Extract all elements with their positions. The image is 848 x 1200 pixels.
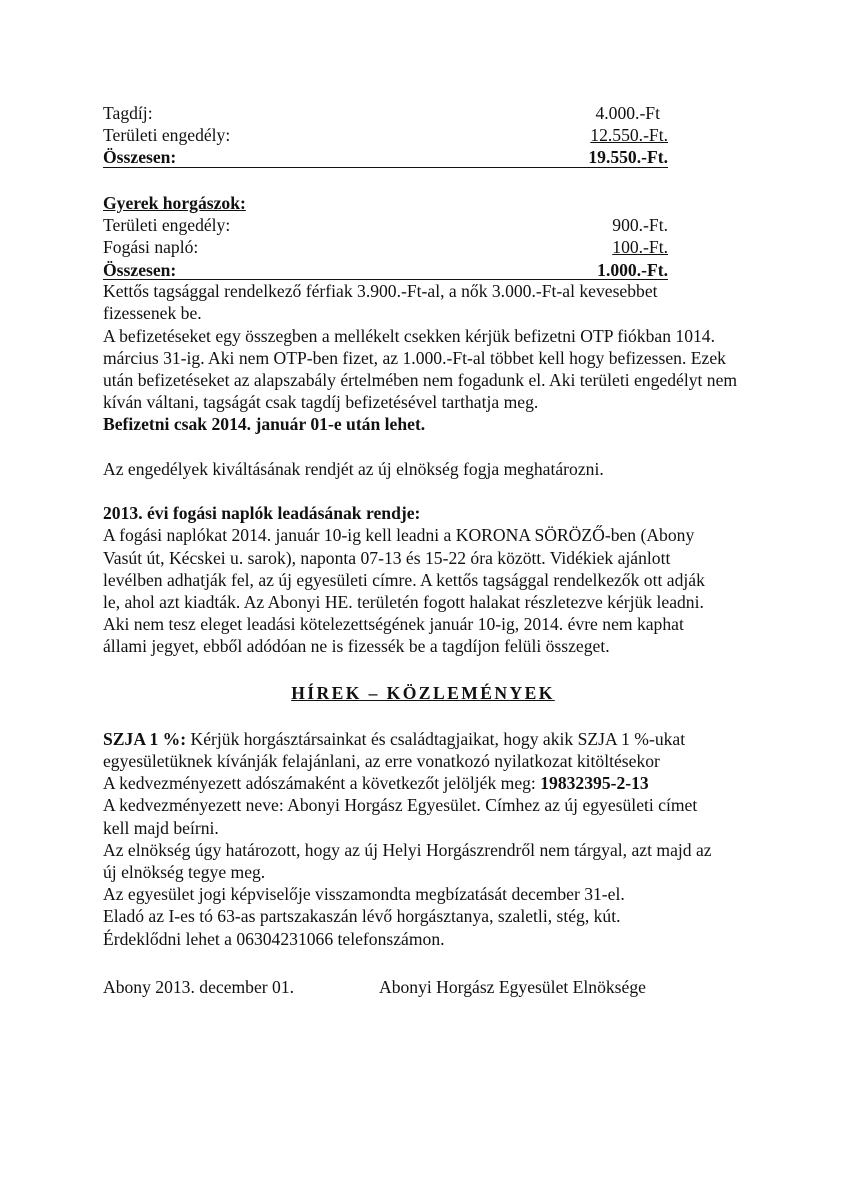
sale-notice: Eladó az I-es tó 63-as partszakaszán lévő horgásztanya, szaletli, stég, kút. [103, 906, 621, 927]
fee-value: 12.550.-Ft. [590, 125, 668, 146]
fee-value: 4.000.-Ft [595, 103, 660, 123]
fee-label: Területi engedély: [103, 215, 231, 236]
child-fee-row-naplo [103, 236, 668, 258]
fee-value: 100.-Ft. [612, 237, 668, 258]
total-label: Összesen: [103, 259, 177, 280]
szja-label: SZJA 1 %: [103, 728, 187, 749]
fee-label: Területi engedély: [103, 125, 231, 146]
total-label: Összesen: [103, 147, 177, 168]
news-heading: HÍREK – KÖZLEMÉNYEK [291, 682, 555, 703]
fee-value: 900.-Ft. [612, 215, 668, 236]
fee-total-adult [103, 146, 668, 168]
tax-number-line [103, 772, 743, 794]
payment-date-note: Befizetni csak 2014. január 01-e után lehet. [103, 414, 426, 435]
child-fees-title: Gyerek horgászok: [103, 192, 246, 213]
board-decision: Az elnökség úgy határozott, hogy az új Helyi Horgászrendről nem tárgyal, azt majd az új elnökség tegye meg. [103, 839, 712, 882]
szja-text: Kérjük horgásztársainkat és családtagjaikat, hogy akik SZJA 1 %-ukat egyesületüknek kívánják felajánlani, az erre vonatkozó nyilatkozat kitöltésekor [103, 728, 686, 771]
naplo-title: 2013. évi fogási naplók leadásának rendje: [103, 503, 421, 524]
info-paragraph-1: Kettős tagsággal rendelkező férfiak 3.900.-Ft-al, a nők 3.000.-Ft-al kevesebbet fizessenek be. [103, 281, 658, 324]
szja-paragraph [103, 728, 728, 772]
fee-label: Tagdíj: [103, 103, 153, 123]
signature-line [103, 976, 743, 998]
info-paragraph-2: A befizetéseket egy összegben a mellékelt csekken kérjük befizetni OTP fiókban 1014. március 31-ig. Aki nem OTP-ben fizet, az 1.000.-Ft-al többet kell hogy befizessen. Ezek után befizetéseket az alapszabály értelmében nem fogadunk el. Aki területi engedélyt nem kíván váltani, tagságát csak tagdíj befizetésével tarthatja meg. [103, 325, 738, 413]
fee-label: Fogási napló: [103, 237, 199, 258]
tax-number: 19832395-2-13 [540, 773, 649, 794]
tax-prefix: A kedvezményezett adószámaként a következőt jelöljék meg: [103, 773, 541, 794]
beneficiary-name: A kedvezményezett neve: Abonyi Horgász Egyesület. Címhez az új egyesületi címet kell majd beírni. [103, 795, 698, 838]
naplo-paragraph: A fogási naplókat 2014. január 10-ig kell leadni a KORONA SÖRÖZŐ-ben (Abony Vasút út, Kécskei u. sarok), naponta 07-13 és 15-22 óra között. Vidékiek ajánlott levélben adhatják fel, az új egyesületi címre. A kettős tagsággal rendelkezők ott adják le, ahol azt kiadták. Az Abonyi HE. területén fogott halakat részletezve kérjük leadni. Aki nem tesz eleget leadási kötelezettségének január 10-ig, 2014. évre nem kaphat állami jegyet, ebből adódóan ne is fizessék be a tagdíjon felüli összeget. [103, 525, 705, 657]
total-value: 19.550.-Ft. [588, 147, 668, 168]
child-fee-row-teruleti [103, 214, 668, 236]
document-page [103, 102, 743, 998]
fee-total-child [103, 259, 668, 281]
total-value: 1.000.-Ft. [597, 259, 668, 280]
contact-line: Érdeklődni lehet a 06304231066 telefonszámon. [103, 928, 445, 949]
place-date: Abony 2013. december 01. [103, 976, 295, 997]
fee-row-teruleti [103, 124, 668, 146]
lawyer-notice: Az egyesület jogi képviselője visszamondta megbízatását december 31-el. [103, 884, 625, 905]
fee-row-tagdij [103, 102, 668, 124]
info-paragraph-3: Az engedélyek kiváltásának rendjét az új elnökség fogja meghatározni. [103, 458, 604, 479]
organization-name: Abonyi Horgász Egyesület Elnöksége [379, 976, 646, 997]
